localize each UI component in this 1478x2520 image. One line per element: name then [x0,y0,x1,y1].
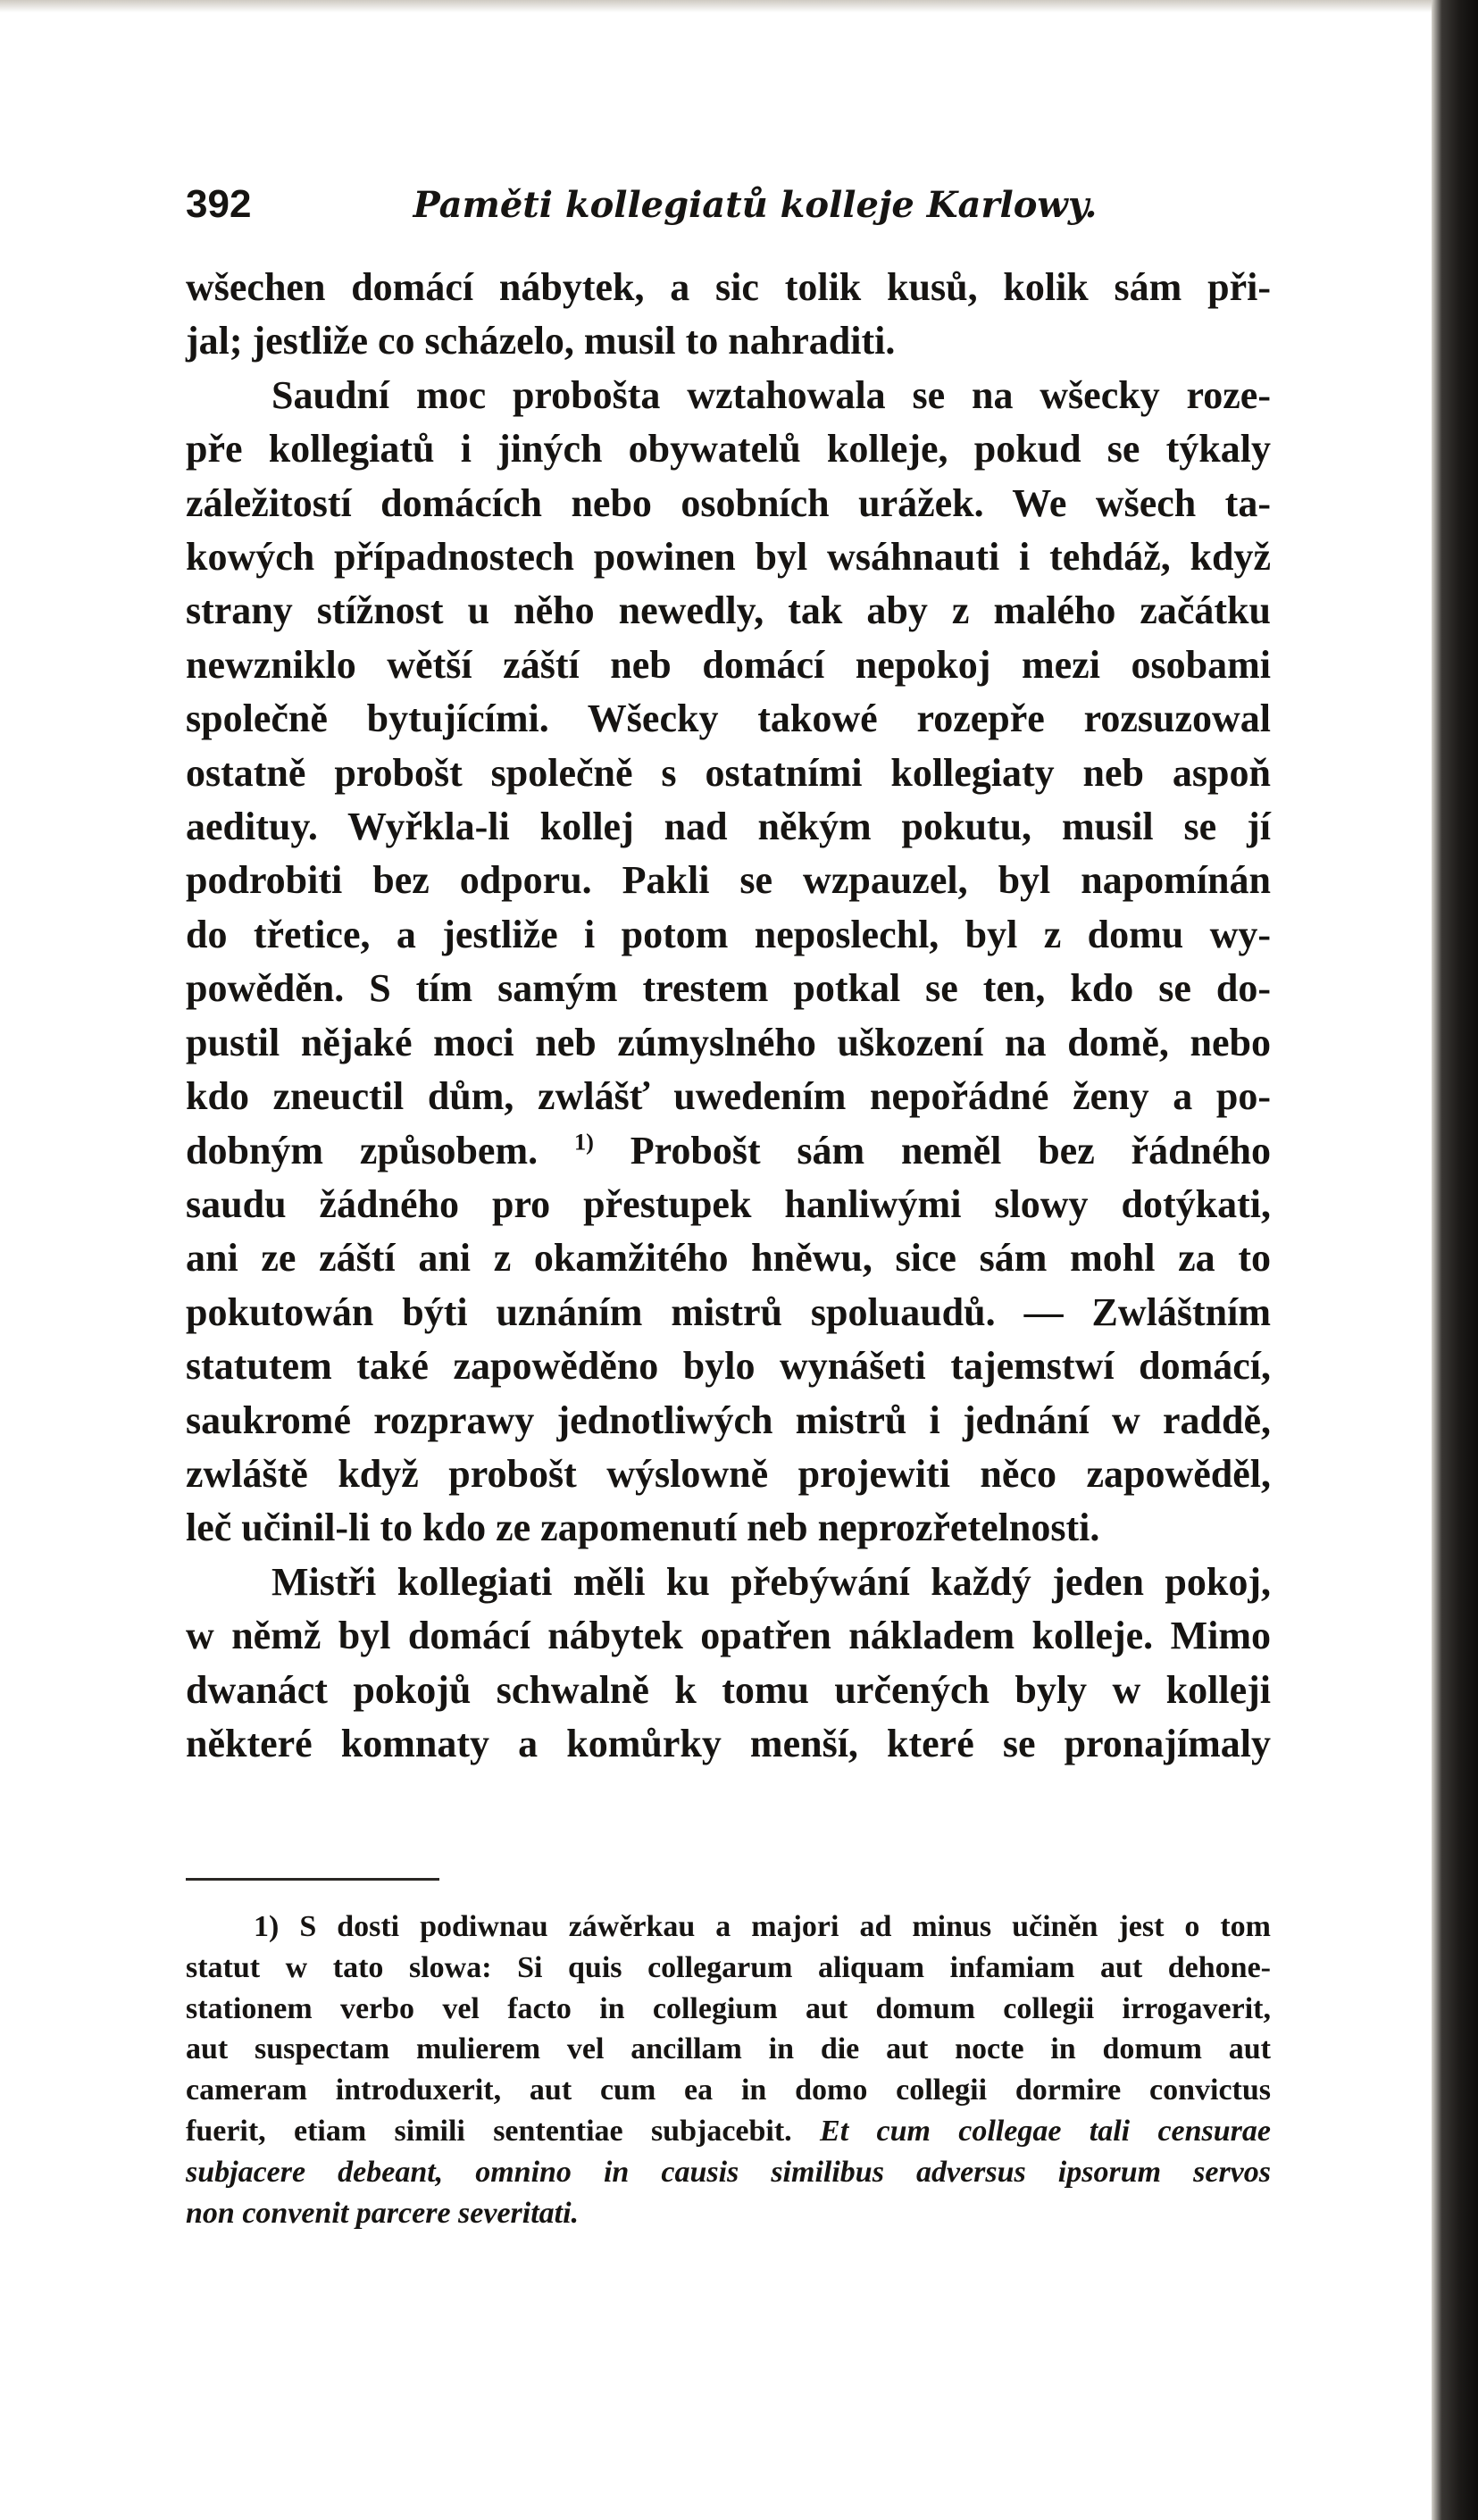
text-line: pustil nějaké moci neb zúmyslného uškození na domě, nebo [186,1020,1271,1064]
text-line: newzniklo wětší záští neb domácí nepokoj mezi osobami [186,642,1271,687]
text-line: zwláště když probošt wýslowně projewiti něco zapowěděl, [186,1451,1271,1496]
scan-right-edge [1432,0,1478,2520]
text-segment: dobným způsobem. [186,1128,539,1172]
book-page [186,0,1271,2520]
text-line: kowých případnostech powinen byl wsáhnauti i tehdáž, když [186,535,1271,580]
text-line: do třetice, a jestliže i potom neposlechl, byl z domu wy- [186,912,1271,956]
text-line: powěděn. S tím samým trestem potkal se ten, kdo se do- [186,966,1271,1011]
footnote-italic-text: Et cum collegae tali censurae [820,2114,1271,2148]
text-line: saukromé rozprawy jednotliwých mistrů i jednání w raddě, [186,1398,1271,1442]
text-line: jal; jestliže co scházelo, musil to nahraditi. [186,319,896,363]
text-line: podrobiti bez odporu. Pakli se wzpauzel, byl napomínán [186,858,1271,903]
text-line: společně bytujícími. Wšecky takowé rozepře rozsuzowal [186,697,1271,741]
footnote-line: stationem verbo vel facto in collegium aut domum collegii irrogaverit, [186,1991,1271,2025]
running-title: Paměti kollegiatů kolleje Karlowy. [413,184,1098,226]
text-line-with-footnote-ref [186,1124,1271,1178]
footnote-text: fuerit, etiam simili sententiae subjacebit. [186,2114,792,2148]
text-line: dwanáct pokojů schwalně k tomu určených byly w kolleji [186,1667,1271,1712]
text-line: kdo zneuctil dům, zwlášť uwedením nepořádné ženy a po- [186,1074,1271,1119]
text-segment: Probošt sám neměl bez řádného [630,1128,1272,1172]
text-line: pokutowán býti uznáním mistrů spoluaudů. — Zwláštním [186,1289,1271,1334]
text-line: ani ze záští ani z okamžitého hněwu, sice sám mohl za to [186,1236,1271,1281]
text-line: některé komnaty a komůrky menší, které se pronajímaly [186,1721,1271,1765]
footnote-reference[interactable]: 1) [573,1127,594,1155]
footnote-line: statut w tato slowa: Si quis collegarum aliquam infamiam aut dehone- [186,1950,1271,1984]
text-line: ostatně probošt společně s ostatními kollegiaty neb aspoň [186,750,1271,795]
text-line: wšechen domácí nábytek, a sic tolik kusů, kolik sám při- [186,265,1271,309]
text-line: aedituy. Wyřkla-li kollej nad někým pokutu, musil se jí [186,805,1271,849]
text-line: záležitostí domácích nebo osobních urážek. We wšech ta- [186,480,1271,525]
footnote-divider [186,1878,439,1881]
page-header [186,179,1271,232]
text-line: saudu žádného pro přestupek hanliwými slowy dotýkati, [186,1181,1271,1226]
footnote-line [186,1907,1271,1948]
footnote-text: S dosti podiwnau záwěrkau a majori ad minus učiněn jest o tom [299,1910,1272,1943]
body-text [186,261,1271,1771]
text-line: pře kollegiatů i jiných obywatelů kolleje, pokud se týkaly [186,427,1271,471]
footnote-marker: 1) [254,1910,280,1943]
footnote-line: cameram introduxerit, aut cum ea in domo collegii dormire convictus [186,2074,1271,2107]
text-line: strany stížnost u něho newedly, tak aby z malého začátku [186,588,1271,633]
text-line: Saudní moc probošta wztahowala se na wšecky roze- [271,372,1271,417]
text-line: Mistři kollegiati měli ku přebýwání každý jeden pokoj, [271,1559,1271,1604]
footnotes [186,1907,1271,2233]
page-number: 392 [186,182,252,226]
footnote-line: aut suspectam mulierem vel ancillam in die aut nocte in domum aut [186,2032,1271,2066]
text-line: leč učinil-li to kdo ze zapomenutí neb neprozřetelnosti. [186,1506,1100,1550]
footnote-line [186,2111,1271,2152]
footnote-line: subjacere debeant, omnino in causis similibus adversus ipsorum servos [186,2155,1271,2189]
text-line: w němž byl domácí nábytek opatřen nákladem kolleje. Mimo [186,1614,1271,1658]
text-line: statutem také zapowěděno bylo wynášeti tajemstwí domácí, [186,1344,1271,1389]
footnote-line: non convenit parcere severitati. [186,2196,580,2230]
